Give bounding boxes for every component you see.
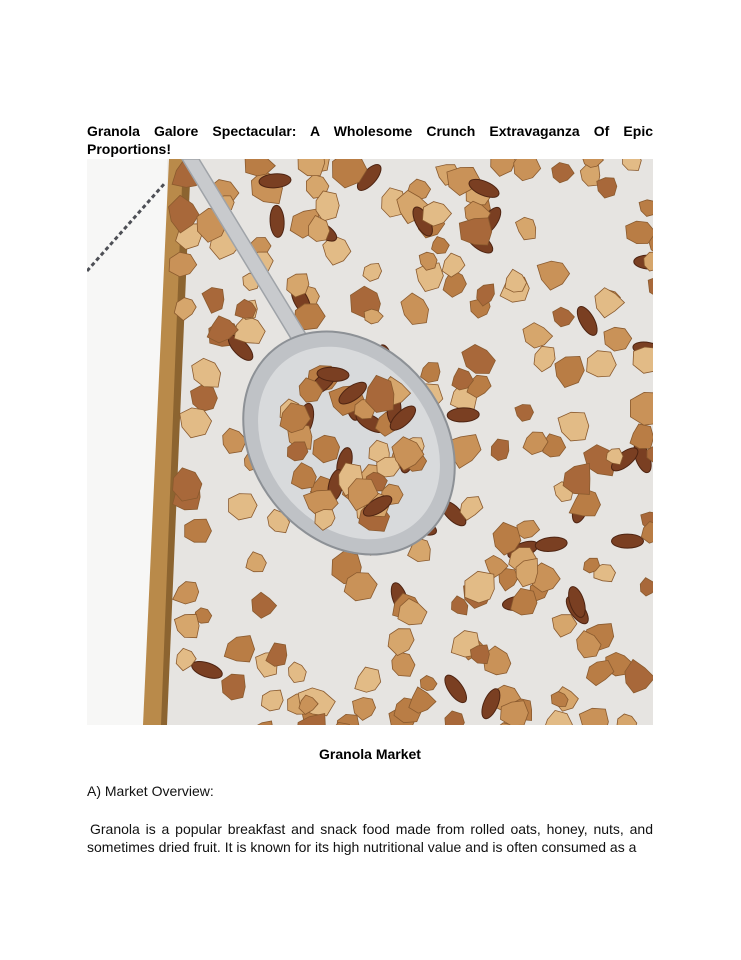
granola-photo — [87, 159, 653, 725]
section-heading: A) Market Overview: — [87, 783, 214, 799]
granola-cluster — [459, 218, 491, 245]
pecan-piece — [612, 534, 644, 548]
document-title: Granola Galore Spectacular: A Wholesome Crunch Extravaganza Of Epic Proportions! — [87, 123, 653, 157]
image-caption: Granola Market — [319, 746, 421, 762]
granola-cluster — [185, 519, 212, 542]
body-paragraph: Granola is a popular breakfast and snack food made from rolled oats, honey, nuts, and sometimes dried fruit. It is known for its high nutritional value and is often consumed as a — [87, 821, 653, 855]
granola-cluster — [626, 221, 653, 244]
granola-illustration — [87, 159, 653, 725]
